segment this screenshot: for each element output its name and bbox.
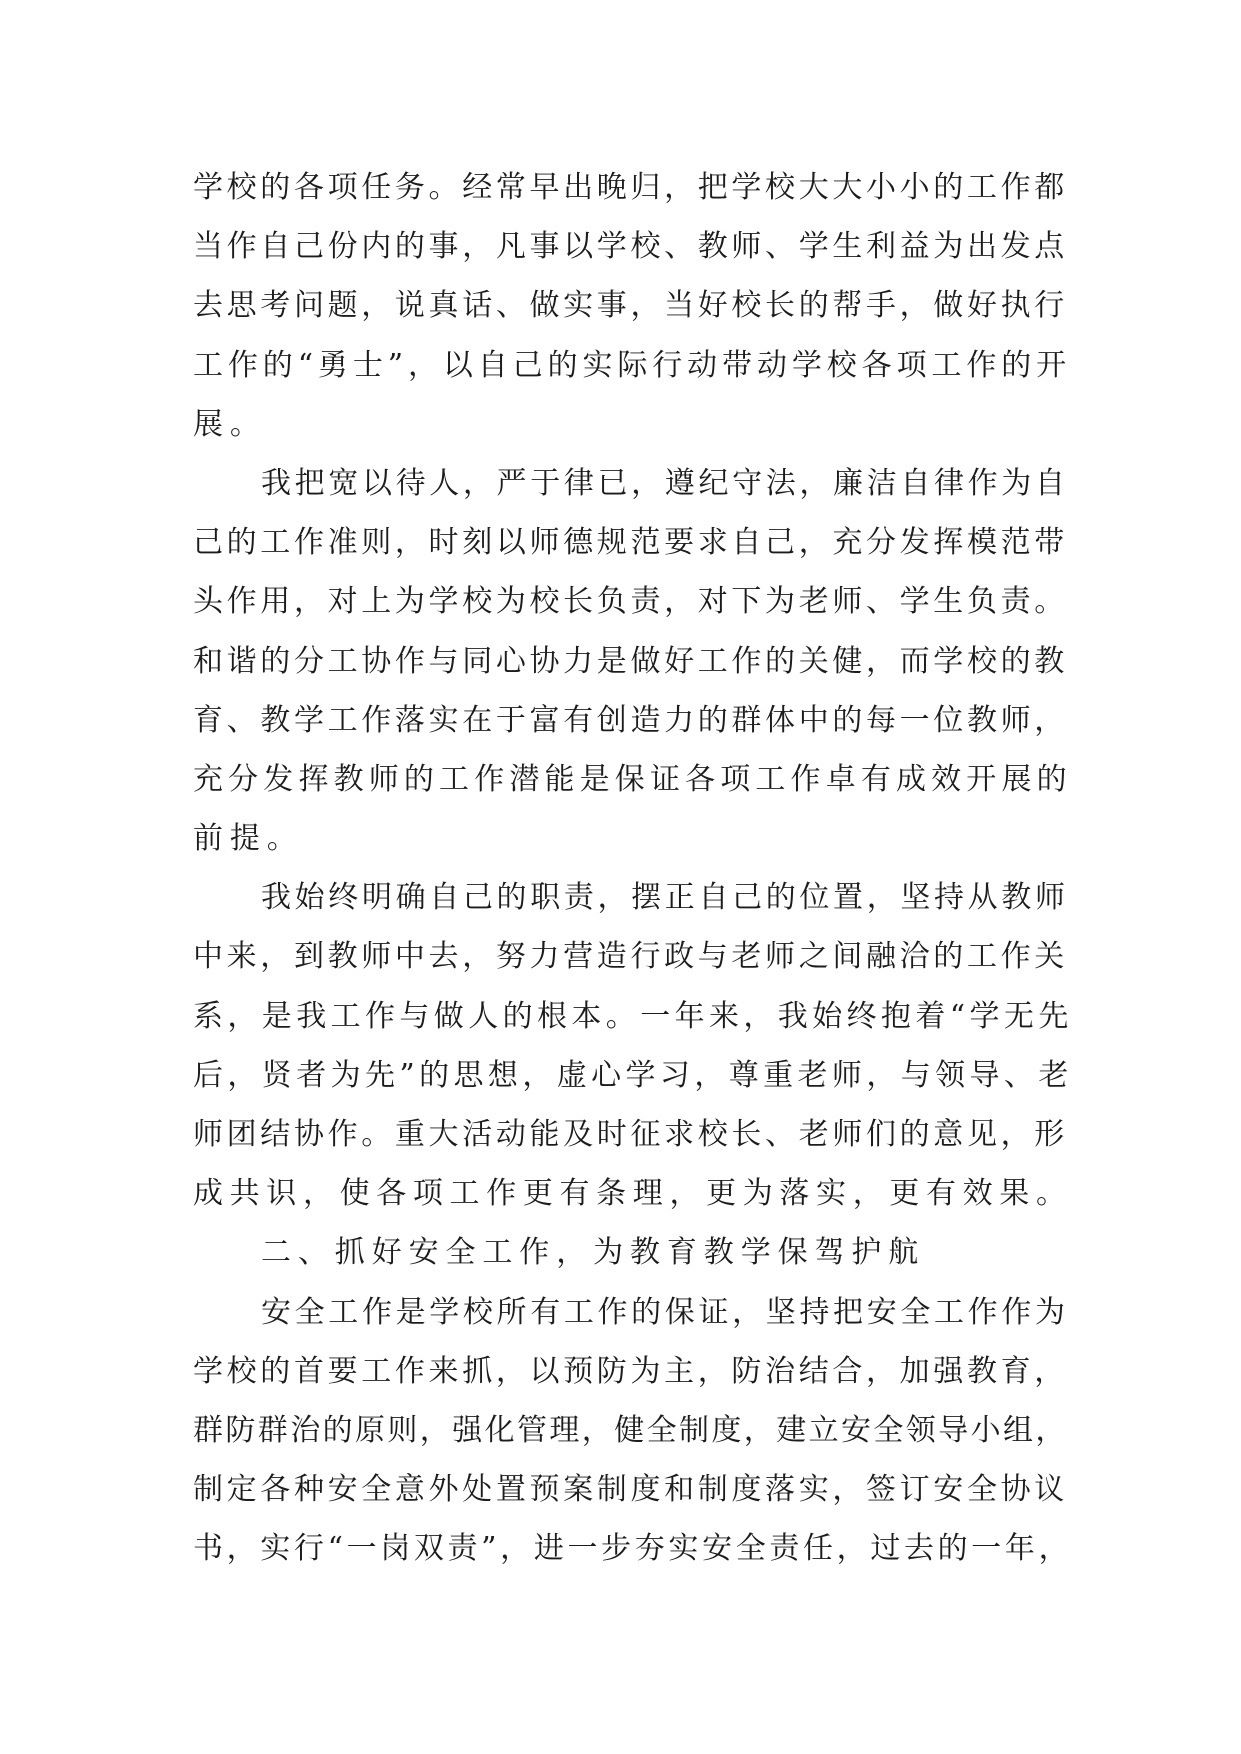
- text-line: 师团结协作。重大活动能及时征求校长、老师们的意见，形: [193, 1117, 1068, 1152]
- text-line: 育、教学工作落实在于富有创造力的群体中的每一位教师，: [193, 702, 1068, 738]
- text-line: 系，是我工作与做人的根本。一年来，我始终抱着“学无先: [193, 998, 1073, 1034]
- text-line: 我始终明确自己的职责，摆正自己的位置，坚持从教师: [261, 880, 1069, 916]
- text-line: 学校的各项任务。经常早出晚归，把学校大大小小的工作都: [193, 170, 1068, 205]
- document-body: [193, 158, 1073, 1579]
- text-line: 当作自己份内的事，凡事以学校、教师、学生利益为出发点: [193, 229, 1068, 265]
- text-line: 和谐的分工协作与同心协力是做好工作的关健，而学校的教: [193, 643, 1068, 679]
- text-line: 充分发挥教师的工作潜能是保证各项工作卓有成效开展的: [193, 761, 1072, 797]
- text-line: 我把宽以待人，严于律已，遵纪守法，廉洁自律作为自: [261, 465, 1069, 501]
- text-line: 去思考问题，说真话、做实事，当好校长的帮手，做好执行: [193, 288, 1068, 324]
- text-line: 工作的“勇士”，以自己的实际行动带动学校各项工作的开: [193, 347, 1072, 383]
- section-heading: 二、抓好安全工作，为教育教学保驾护航: [261, 1235, 926, 1271]
- text-line: 群防群治的原则，强化管理，健全制度，建立安全领导小组，: [193, 1412, 1068, 1448]
- text-line: 书，实行“一岗双责”，进一步夯实安全责任，过去的一年，: [193, 1531, 1073, 1567]
- text-line: 己的工作准则，时刻以师德规范要求自己，充分发挥模范带: [193, 525, 1068, 561]
- text-line: 后，贤者为先”的思想，虚心学习，尊重老师，与领导、老: [193, 1057, 1073, 1093]
- text-line: 头作用，对上为学校为校长负责，对下为老师、学生负责。: [193, 584, 1068, 620]
- text-line: 学校的首要工作来抓，以预防为主，防治结合，加强教育，: [193, 1353, 1068, 1389]
- text-line: 前提。: [193, 821, 304, 857]
- text-line: 安全工作是学校所有工作的保证，坚持把安全工作作为: [261, 1294, 1069, 1330]
- text-line: 制定各种安全意外处置预案制度和制度落实，签订安全协议: [193, 1472, 1068, 1508]
- text-line: 展。: [193, 406, 267, 442]
- text-line: 成共识，使各项工作更有条理，更为落实，更有效果。: [193, 1176, 1073, 1212]
- text-line: 中来，到教师中去，努力营造行政与老师之间融洽的工作关: [193, 939, 1068, 975]
